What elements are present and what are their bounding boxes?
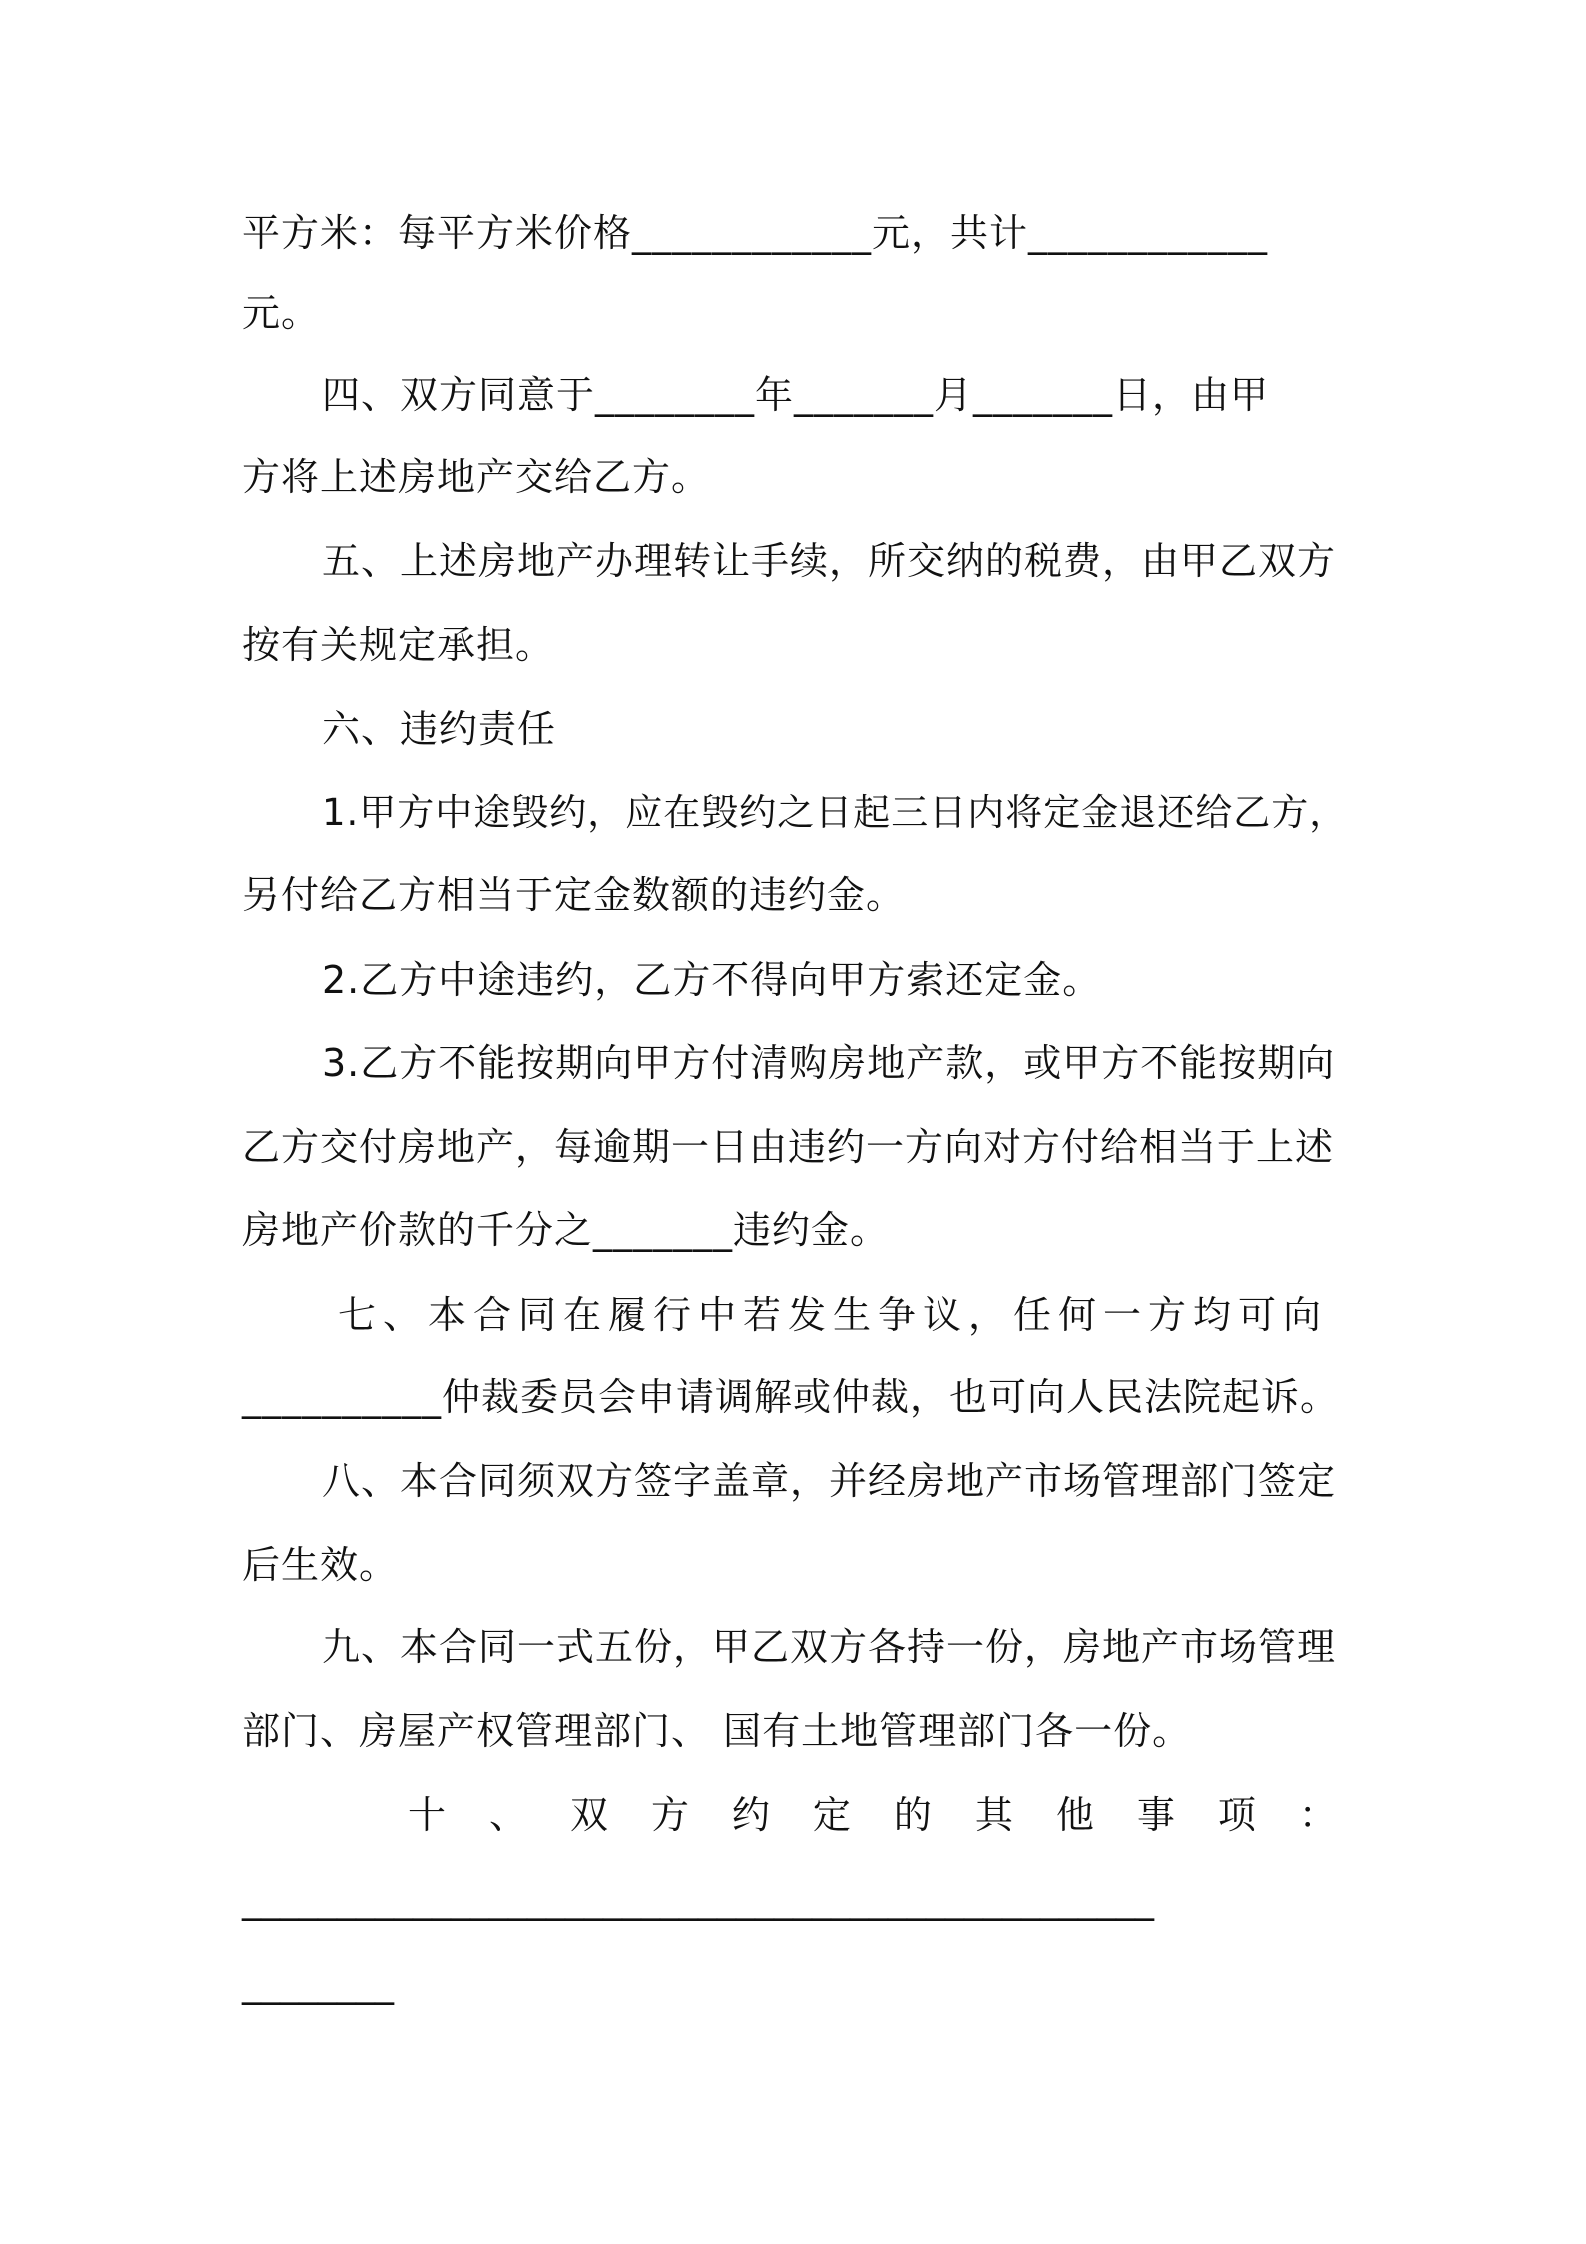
clause-8-line-2: 后生效。: [242, 1543, 399, 1587]
clause-5-line-1: 五、上述房地产办理转让手续，所交纳的税费，由甲乙双方: [322, 539, 1337, 583]
heading-char: 项: [1217, 1793, 1257, 1837]
clause-6-item-1-line-1: 1.甲方中途毁约，应在毁约之日起三日内将定金退还给乙方，: [322, 791, 1348, 834]
clause-4-line-2: 方将上述房地产交给乙方。: [242, 455, 711, 499]
heading-char: 其: [974, 1793, 1014, 1837]
clause-5-line-2: 按有关规定承担。: [242, 623, 555, 667]
clause-4-line-1: 四、双方同意于________年_______月_______日，由甲: [322, 373, 1270, 417]
clause-8-line-1: 八、本合同须双方签字盖章，并经房地产市场管理部门签定: [322, 1459, 1337, 1503]
heading-char: 、: [488, 1793, 528, 1837]
clause-6-heading: 六、违约责任: [322, 707, 557, 751]
clause-6-item-2: 2.乙方中途违约，乙方不得向甲方索还定金。: [322, 958, 1102, 1002]
clause-7-line-2: __________仲裁委员会申请调解或仲裁，也可向人民法院起诉。: [242, 1375, 1340, 1419]
text-line-yuan: 元。: [242, 291, 321, 335]
heading-char: 约: [731, 1793, 771, 1837]
clause-6-item-1-line-2: 另付给乙方相当于定金数额的违约金。: [242, 873, 906, 917]
clause-10-heading: [408, 1790, 1338, 1840]
blank-line-long: ________________________________________________: [242, 1877, 1154, 1921]
heading-char: 定: [812, 1793, 852, 1837]
blank-line-short: ________: [242, 1961, 394, 2005]
clause-6-item-3-line-3: 房地产价款的千分之_______违约金。: [242, 1208, 890, 1252]
clause-6-item-3-line-2: 乙方交付房地产，每逾期一日由违约一方向对方付给相当于上述: [242, 1125, 1335, 1169]
clause-7-line-1: 七、本合同在履行中若发生争议，任何一方均可向: [338, 1293, 1329, 1337]
clause-9-line-1: 九、本合同一式五份，甲乙双方各持一份，房地产市场管理: [322, 1625, 1337, 1669]
heading-char: 的: [893, 1793, 933, 1837]
heading-char: 他: [1055, 1793, 1095, 1837]
heading-char: ：: [1298, 1793, 1338, 1837]
clause-6-item-3-line-1: 3.乙方不能按期向甲方付清购房地产款，或甲方不能按期向: [322, 1041, 1336, 1085]
heading-char: 十: [408, 1793, 448, 1837]
text-line-price: 平方米：每平方米价格____________元，共计____________: [242, 211, 1269, 255]
heading-char: 双: [569, 1793, 609, 1837]
heading-char: 事: [1136, 1793, 1176, 1837]
heading-char: 方: [650, 1793, 690, 1837]
clause-9-line-2: 部门、房屋产权管理部门、 国有土地管理部门各一份。: [242, 1709, 1192, 1753]
